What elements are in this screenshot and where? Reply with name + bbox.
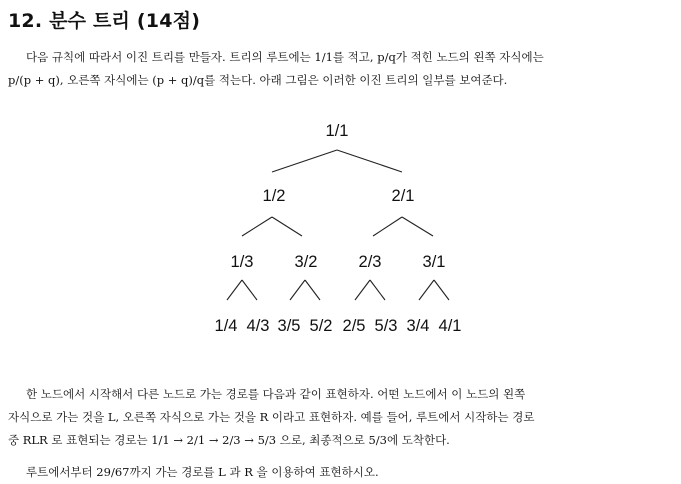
- tree-node: 1/4: [214, 317, 238, 335]
- tree-node: 3/2: [294, 253, 318, 271]
- tree-edge: [402, 217, 433, 236]
- tree-node: 3/5: [277, 317, 301, 335]
- tree-edge: [242, 280, 257, 300]
- tree-edge: [290, 280, 305, 300]
- tree-edge: [370, 280, 385, 300]
- intro-paragraph: [8, 46, 672, 92]
- tree-node: 5/3: [374, 317, 398, 335]
- tree-edge: [272, 217, 302, 236]
- tree-edge: [242, 217, 272, 236]
- tree-node: 4/1: [438, 317, 462, 335]
- description-line-3: 중 RLR 로 표현되는 경로는 1/1 → 2/1 → 2/3 → 5/3 으로, 최종적으로 5/3에 도착한다.: [8, 433, 450, 447]
- tree-edge: [305, 280, 320, 300]
- tree-edge: [227, 280, 242, 300]
- tree-node: 2/5: [342, 317, 366, 335]
- fraction-tree-diagram: [0, 110, 681, 340]
- tree-edge: [272, 150, 337, 172]
- tree-node: 3/4: [406, 317, 430, 335]
- description-line-2: 자식으로 가는 것을 L, 오른쪽 자식으로 가는 것을 R 이라고 표현하자. 예를 들어, 루트에서 시작하는 경로: [8, 410, 535, 424]
- problem-title: 12. 분수 트리 (14점): [8, 10, 201, 32]
- intro-line-1: 다음 규칙에 따라서 이진 트리를 만들자. 트리의 루트에는 1/1를 적고, p/q가 적힌 노드의 왼쪽 자식에는: [26, 50, 544, 64]
- tree-node: 2/1: [391, 187, 415, 205]
- tree-edge: [373, 217, 402, 236]
- description-line-1: 한 노드에서 시작해서 다른 노드로 가는 경로를 다음과 같이 표현하자. 어떤 노드에서 이 노드의 왼쪽: [26, 387, 526, 401]
- tree-edge: [355, 280, 370, 300]
- tree-node: 5/2: [309, 317, 333, 335]
- tree-edge: [434, 280, 449, 300]
- tree-edge: [419, 280, 434, 300]
- tree-edge: [337, 150, 402, 172]
- tree-node: 1/3: [230, 253, 254, 271]
- path-notation-paragraph: [8, 383, 672, 452]
- task-question: 루트에서부터 29/67까지 가는 경로를 L 과 R 을 이용하여 표현하시오.: [26, 465, 379, 479]
- intro-line-2: p/(p + q), 오른쪽 자식에는 (p + q)/q를 적는다. 아래 그림은 이러한 이진 트리의 일부를 보여준다.: [8, 73, 508, 87]
- tree-node: 3/1: [422, 253, 446, 271]
- tree-node: 1/2: [262, 187, 286, 205]
- tree-node: 4/3: [246, 317, 270, 335]
- tree-node: 2/3: [358, 253, 382, 271]
- tree-node-root: 1/1: [325, 122, 349, 140]
